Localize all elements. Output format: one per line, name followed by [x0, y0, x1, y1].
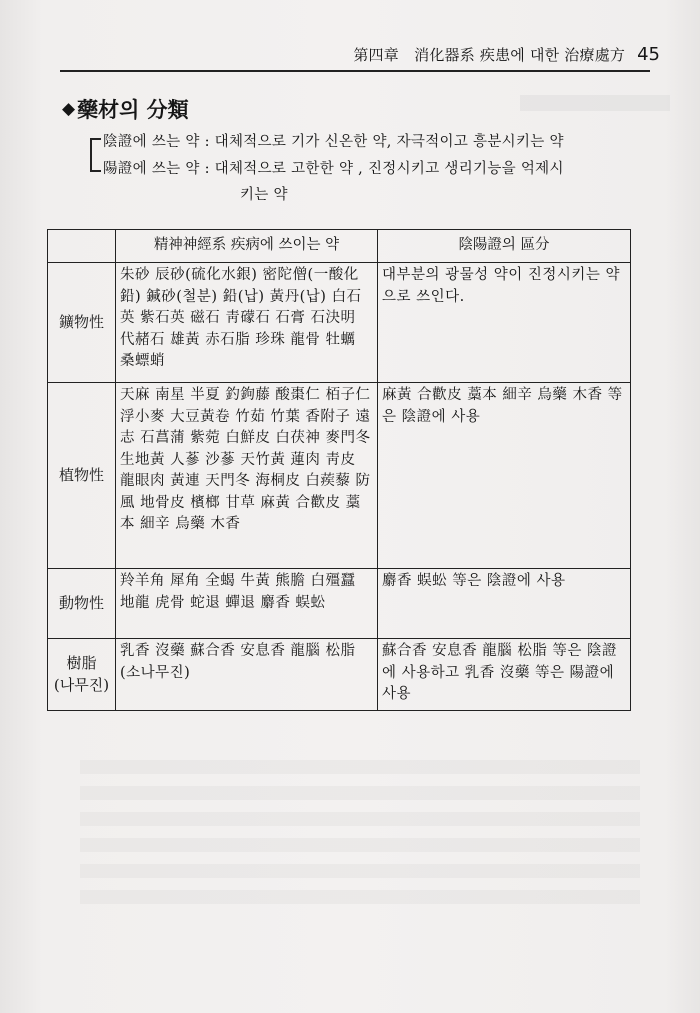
- herb-classification-table: [47, 229, 631, 711]
- category-cell: 動物性: [48, 569, 116, 639]
- section-heading: [62, 94, 189, 124]
- bleed-through-shadow: [80, 760, 640, 910]
- table-row: [48, 569, 631, 639]
- definition-label: 陰證에 쓰는 약: [103, 134, 200, 150]
- page-number: 45: [637, 44, 660, 65]
- table-header-row: [48, 230, 631, 263]
- section-title: 藥材의 分類: [77, 97, 189, 122]
- definition-yang: 陽證에 쓰는 약 : 대체적으로 고한한 약 , 진정시키고 생리기능을 억제시: [103, 161, 564, 177]
- usage-cell: 蘇合香 安息香 龍腦 松脂 等은 陰證에 사용하고 乳香 沒藥 等은 陽證에 사용: [378, 639, 631, 711]
- header-cell-usage: 陰陽證의 區分: [378, 230, 631, 263]
- definition-text: 대체적으로 기가 신온한 약, 자극적이고 흥분시키는 약: [214, 134, 564, 150]
- table-row: [48, 639, 631, 711]
- definition-text: 대체적으로 고한한 약 , 진정시키고 생리기능을 억제시: [214, 161, 564, 177]
- usage-cell: 麻黃 合歡皮 藁本 細辛 烏藥 木香 等은 陰證에 사용: [378, 383, 631, 569]
- usage-cell: 麝香 蜈蚣 等은 陰證에 사용: [378, 569, 631, 639]
- diamond-bullet-icon: ◆: [62, 99, 76, 119]
- category-cell: 鑛物性: [48, 263, 116, 383]
- herbs-cell: 天麻 南星 半夏 釣鉤藤 酸棗仁 栢子仁 浮小麥 大豆黃卷 竹茹 竹葉 香附子 遠志 石菖蒲 紫菀 白鮮皮 白茯神 麥門冬 生地黃 人蔘 沙蔘 天竹黃 蓮肉 靑皮 龍眼肉 黃連 天門冬 海桐皮 白蒺藜 防風 地骨皮 檳榔 甘草 麻黃 合歡皮 藁本 細辛 烏藥 木香: [116, 383, 378, 569]
- bleed-through-shadow: [520, 95, 670, 111]
- table-row: [48, 383, 631, 569]
- header-cell-herbs: 精神神經系 疾病에 쓰이는 약: [116, 230, 378, 263]
- header-cell-category: [48, 230, 116, 263]
- page-header: [330, 44, 660, 65]
- category-cell: 植物性: [48, 383, 116, 569]
- definition-label: 陽證에 쓰는 약: [103, 161, 200, 177]
- definition-yang-continued: [240, 183, 288, 204]
- usage-cell: 대부분의 광물성 약이 진정시키는 약으로 쓰인다.: [378, 263, 631, 383]
- herbs-cell: 乳香 沒藥 蘇合香 安息香 龍腦 松脂(소나무진): [116, 639, 378, 711]
- herbs-cell: 羚羊角 犀角 全蝎 牛黃 熊膽 白殭蠶 地龍 虎骨 蛇退 蟬退 麝香 蜈蚣: [116, 569, 378, 639]
- category-cell: 樹脂 (나무진): [48, 639, 116, 711]
- definition-text: 키는 약: [240, 187, 288, 203]
- definition-yin: 陰證에 쓰는 약 : 대체적으로 기가 신온한 약, 자극적이고 흥분시키는 약: [103, 134, 564, 150]
- definition-bracket: [90, 138, 101, 172]
- chapter-title: 第四章 消化器系 疾患에 대한 治療處方: [353, 46, 626, 64]
- header-rule: [60, 70, 650, 72]
- table-row: [48, 263, 631, 383]
- herbs-cell: 朱砂 辰砂(硫化水銀) 密陀僧(一酸化鉛) 鍼砂(철분) 鉛(납) 黃丹(납) 白石英 紫石英 磁石 靑礞石 石膏 石決明 代赭石 雄黃 赤石脂 珍珠 龍骨 牡蠣 桑螵蛸: [116, 263, 378, 383]
